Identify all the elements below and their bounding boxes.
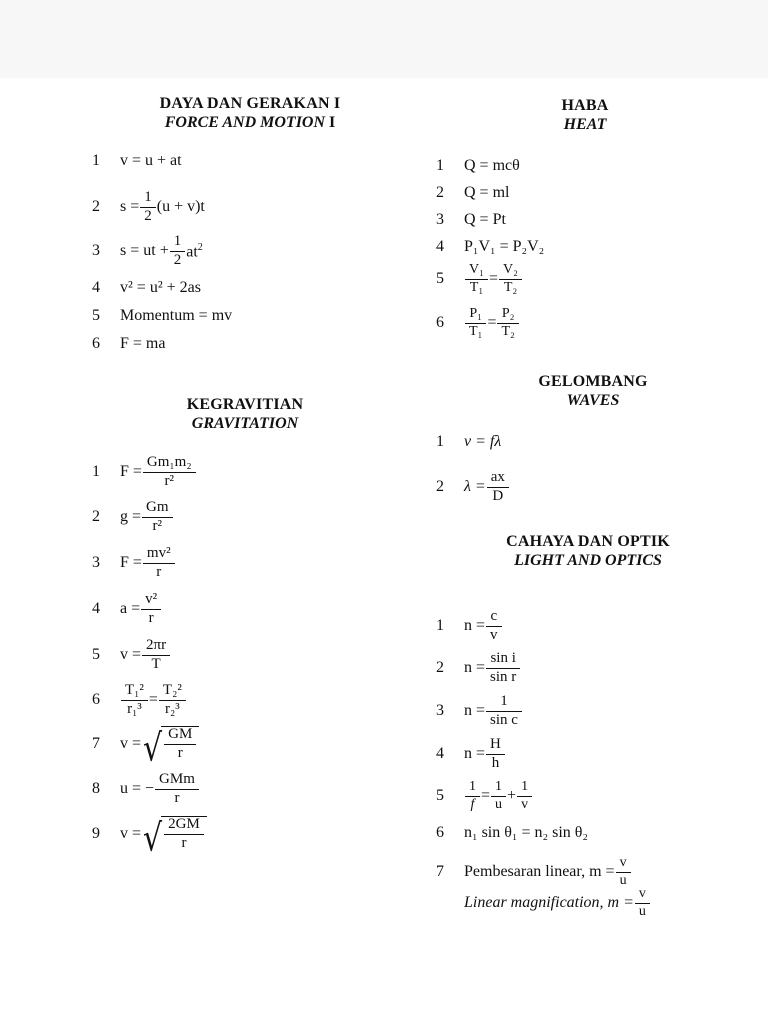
formula-gravitation-9: 9 v = √ $\frac{2GM}{r}$ xyxy=(92,816,207,852)
formula-heat-1: 1 Q = mcθ xyxy=(436,157,520,174)
section-force-title-ms: DAYA DAN GERAKAN I xyxy=(159,95,341,112)
formula-gravitation-5: 5 v = $\frac{2\pi r}{T}$ xyxy=(92,638,171,673)
formula-heat-5: 5 $\frac{\text{V₁}}{\text{T₁}}$ = $\frac{\text{V₂}}{\text{T₂}}$ xyxy=(436,263,523,295)
formula-force-4: 4 v² = u² + 2as xyxy=(92,279,201,296)
formula-light-3: 3 n = $\frac{1}{\text{sin c}}$ xyxy=(436,694,523,729)
formula-force-5: 5 Momentum = mv xyxy=(92,307,233,324)
formula-gravitation-6: 6 $\frac{\text{T₁²}}{\text{r₁³}}$ = $\frac{\text{T₂²}}{\text{r₂³}}$ xyxy=(92,683,187,718)
formula-gravitation-4: 4 a = $\frac{\text{v²}}{r}$ xyxy=(92,592,162,627)
formula-gravitation-1: 1 F = $\frac{\text{Gm₁m₂}}{\text{r²}}$ xyxy=(92,455,197,490)
section-force-title-en: FORCE AND MOTION I xyxy=(164,114,336,131)
formula-light-2: 2 n = $\frac{\text{sin i}}{\text{sin r}}$ xyxy=(436,651,521,686)
formula-light-7: 7 Pembesaran linear, m = $\frac{v}{u}$ xyxy=(436,856,632,888)
formula-gravitation-8: 8 u = − $\frac{\text{GMm}}{r}$ xyxy=(92,772,200,807)
formula-heat-6: 6 $\frac{\text{P₁}}{\text{T₁}}$ = $\frac{\text{P₂}}{\text{T₂}}$ xyxy=(436,307,520,339)
section-heat-title-en: HEAT xyxy=(563,116,607,133)
formula-force-3: 3 s = ut + $\frac{1}{2}$ $at^2$ xyxy=(92,233,203,268)
formula-light-7-en: Linear magnification, m = $\frac{v}{u}$ xyxy=(436,887,651,919)
section-gravitation-title-ms: KEGRAVITIAN xyxy=(186,396,304,413)
formula-waves-1: 1 v = fλ xyxy=(436,433,502,450)
section-waves-title-ms: GELOMBANG xyxy=(538,373,648,390)
formula-gravitation-2: 2 g = $\frac{Gm}{\text{r²}}$ xyxy=(92,500,174,535)
section-waves-title-en: WAVES xyxy=(566,392,620,409)
formula-heat-3: 3 Q = Pt xyxy=(436,211,506,228)
section-light-title-ms: CAHAYA DAN OPTIK xyxy=(506,533,670,550)
section-force-title xyxy=(140,95,360,132)
formula-light-1: 1 n = $\frac{c}{v}$ xyxy=(436,609,503,644)
section-gravitation-title xyxy=(150,396,340,433)
formula-gravitation-7: 7 v = √ $\frac{GM}{r}$ xyxy=(92,726,199,762)
formula-force-1: 1 v = u + at xyxy=(92,152,182,169)
formula-force-6: 6 F = ma xyxy=(92,335,166,352)
section-light-title-en: LIGHT AND OPTICS xyxy=(514,552,662,569)
section-waves-title xyxy=(518,373,668,410)
formula-force-2: 2 s = $\frac{1}{2}$ (u + v)t xyxy=(92,189,205,224)
formula-waves-2: 2 λ = $\frac{ax}{D}$ xyxy=(436,470,510,505)
section-heat-title-ms: HABA xyxy=(561,97,609,114)
formula-light-4: 4 n = $\frac{H}{h}$ xyxy=(436,737,506,772)
page-top-margin xyxy=(0,0,768,78)
formula-gravitation-3: 3 F = $\frac{\text{mv²}}{r}$ xyxy=(92,546,176,581)
formula-light-5: 5 $\frac{1}{f}$ = $\frac{1}{u}$ + $\frac{1}{v}$ xyxy=(436,780,533,812)
section-heat-title xyxy=(530,97,640,134)
formula-light-6: 6 n₁ sin θ₁ = n₂ sin θ₂ xyxy=(436,824,589,841)
formula-heat-2: 2 Q = ml xyxy=(436,184,510,201)
formula-heat-4: 4 P₁V₁ = P₂V₂ xyxy=(436,238,545,255)
section-light-title xyxy=(488,533,688,570)
section-gravitation-title-en: GRAVITATION xyxy=(191,415,299,432)
